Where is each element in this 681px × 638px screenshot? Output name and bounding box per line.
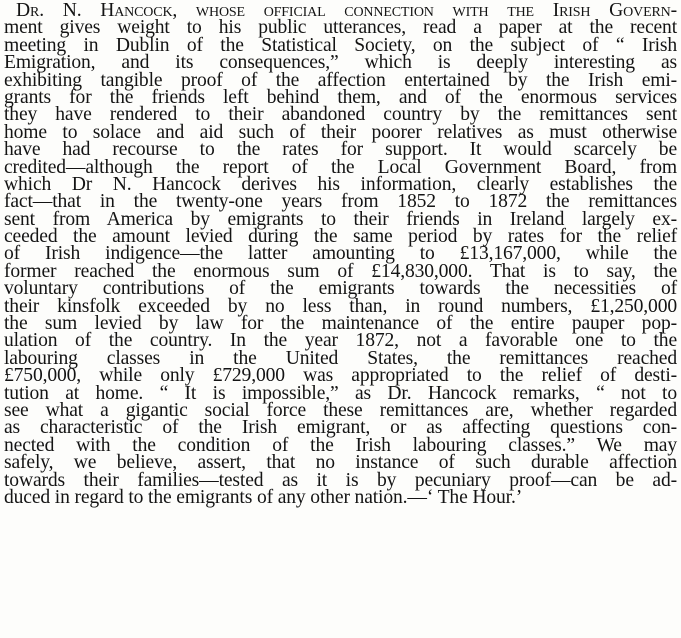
article-line: former reached the enormous sum of £14,830,000. That is to say, the [4, 260, 677, 282]
article-line: as characteristic of the Irish emigrant, or as affecting questions con- [4, 417, 677, 439]
article-line: of Irish indigence—the latter amounting to £13,167,000, while the [4, 243, 677, 265]
article-line: Dr. N. Hancock, whose official connection with the Irish Govern- [16, 0, 677, 21]
article-line: they have rendered to their abandoned country by the remittances sent [4, 104, 677, 126]
article-line: grants for the friends left behind them, and of the enormous services [4, 86, 677, 108]
article-line: home to solace and aid such of their poorer relatives as must otherwise [4, 121, 677, 143]
article-line: their kinsfolk exceeded by no less than, in round numbers, £1,250,000 [4, 295, 677, 317]
article-line: have had recourse to the rates for support. It would scarcely be [4, 139, 677, 161]
article-line: nected with the condition of the Irish labouring classes.” We may [4, 434, 677, 456]
article-line: exhibiting tangible proof of the affection entertained by the Irish emi- [4, 69, 677, 91]
article-line: towards their families—tested as it is by pecuniary proof—can be ad- [4, 469, 677, 491]
article-line: duced in regard to the emigrants of any other nation.—‘ The Hour.’ [4, 486, 523, 508]
article-line: £750,000, while only £729,000 was appropriated to the relief of desti- [4, 365, 677, 387]
article-line: tution at home. “ It is impossible,” as Dr. Hancock remarks, “ not to [4, 382, 677, 404]
article-line: voluntary contributions of the emigrants towards the necessities of [4, 278, 677, 300]
article-line: safely, we believe, assert, that no instance of such durable affection [4, 452, 677, 474]
article-line: ulation of the country. In the year 1872, not a favorable one to the [4, 330, 677, 352]
article-line: ceeded the amount levied during the same period by rates for the relief [4, 226, 677, 248]
article-line: credited—although the report of the Local Government Board, from [4, 156, 677, 178]
article-line: the sum levied by law for the maintenance of the entire pauper pop- [4, 313, 677, 335]
article-line: labouring classes in the United States, the remittances reached [4, 347, 677, 369]
article-line: fact—that in the twenty-one years from 1852 to 1872 the remittances [4, 191, 677, 213]
article-line: Emigration, and its consequences,” which is deeply interesting as [4, 52, 677, 74]
article-line: see what a gigantic social force these remittances are, whether regarded [4, 399, 677, 421]
article-line: meeting in Dublin of the Statistical Society, on the subject of “ Irish [4, 34, 677, 56]
article-line: ment gives weight to his public utterances, read a paper at the recent [4, 17, 677, 39]
article-line: which Dr N. Hancock derives his information, clearly establishes the [4, 173, 677, 195]
article-line: sent from America by emigrants to their friends in Ireland largely ex- [4, 208, 677, 230]
article-body [4, 2, 677, 506]
